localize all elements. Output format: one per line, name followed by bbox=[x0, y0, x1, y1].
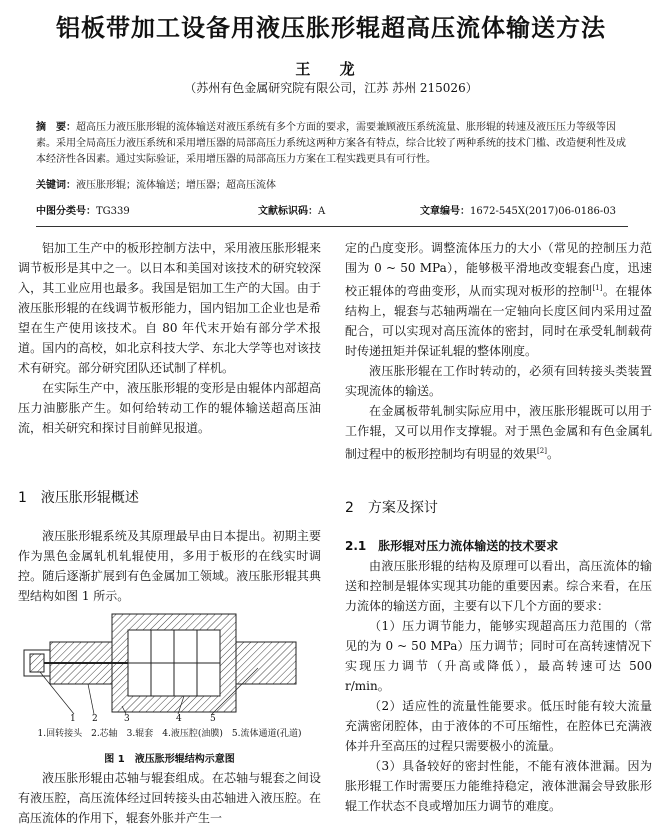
text-span: 。在辊体结构上，辊套与芯轴两端在一定轴向长度区间内采用过盈配合，可以实现对高压流体的密封，同时在承受轧制载荷时传递扭矩并保证轧辊的整体刚度。 bbox=[345, 284, 652, 358]
right-column-bottom bbox=[345, 556, 652, 816]
figure-label: 3 bbox=[124, 714, 130, 724]
art-value: 1672-545X(2017)06-0186-03 bbox=[470, 206, 616, 217]
paragraph: （1）压力调节能力，能够实现超高压力范围的（常见的为 0 ~ 50 MPa）压力调节；同时可在高转速情况下实现压力调节（升高或降低），最高转速可达 500 r/min。 bbox=[345, 619, 652, 693]
article-number bbox=[420, 202, 616, 217]
paragraph: 由液压胀形辊的结构及原理可以看出，高压流体的输送和控制是辊体实现其功能的重要因素。综合来看，在压力流体的输送方面，主要有以下几个方面的要求： bbox=[345, 559, 652, 613]
abstract bbox=[36, 120, 628, 168]
text-span: 定的凸度变形。调整流体压力的大小（常见的控制压力范围为 0 ~ 50 MPa），能够极平滑地改变辊套凸度，迅速校正辊体的弯曲变形，从而实现对板形的控制 bbox=[345, 241, 652, 298]
clc-label: 中图分类号： bbox=[36, 206, 96, 217]
right-column-top bbox=[345, 238, 652, 464]
figure-legend: 1.回转接头 2.芯轴 3.辊套 4.液压腔(油膜) 5.流体通道(孔道) bbox=[37, 729, 302, 739]
clc-number bbox=[36, 202, 130, 217]
figure-number: 图 1 bbox=[104, 754, 125, 765]
section-heading-2: 2 方案及探讨 bbox=[345, 500, 438, 516]
figure-label: 4 bbox=[176, 714, 182, 724]
text-span: 。 bbox=[546, 447, 559, 461]
abstract-text: 超高压力液压胀形辊的流体输送对液压系统有多个方面的要求，需要兼顾液压系统流量、胀形辊的转速及液压压力等级等因素。采用全局高压力液压系统和采用增压器的局部高压力系统这两种方案各有特点，综合比较了两种系统的技术门槛、改造便利性及成本经济性各因素。通过实际验证，采用增压器的局部高压力方案在工程实践更具有可行性。 bbox=[36, 122, 626, 165]
left-column-mid bbox=[18, 526, 321, 606]
subsection-heading: 2.1 胀形辊对压力流体输送的技术要求 bbox=[345, 539, 559, 553]
figure-caption bbox=[18, 750, 321, 765]
paragraph: 在实际生产中，液压胀形辊的变形是由辊体内部超高压力油膨胀产生。如何给转动工作的辊体输送超高压油流，相关研究和探讨目前鲜见报道。 bbox=[18, 381, 321, 435]
paragraph bbox=[345, 238, 652, 361]
paper-title: 铝板带加工设备用液压胀形辊超高压流体输送方法 bbox=[56, 14, 606, 42]
citation: [2] bbox=[537, 447, 547, 455]
left-column-top bbox=[18, 238, 321, 438]
keywords-label: 关键词： bbox=[36, 180, 76, 191]
clc-value: TG339 bbox=[96, 206, 130, 217]
art-label: 文章编号： bbox=[420, 206, 470, 217]
doc-label: 文献标识码： bbox=[258, 206, 318, 217]
author: 王 龙 bbox=[295, 60, 367, 78]
keywords bbox=[36, 176, 628, 191]
paragraph: 液压胀形辊系统及其原理最早由日本提出。初期主要作为黑色金属轧机轧辊使用，多用于板形的在线实时调控。随后逐渐扩展到有色金属加工领域。液压胀形辊其典型结构如图 1 所示。 bbox=[18, 529, 321, 603]
paragraph: （3）具备较好的密封性能，不能有液体泄漏。因为胀形辊工作时需要压力能维持稳定，液体泄漏会导致胀形辊工作状态不良或增加压力调节的难度。 bbox=[345, 759, 652, 813]
figure-label: 1 bbox=[70, 714, 76, 724]
divider bbox=[36, 226, 628, 227]
text-span: 在金属板带轧制实际应用中，液压胀形辊既可以用于工作辊，又可以用作支撑辊。对于黑色金属和有色金属轧制过程中的板形控制均有明显的效果 bbox=[345, 404, 652, 461]
affiliation: （苏州有色金属研究院有限公司，江苏 苏州 215026） bbox=[184, 81, 478, 95]
paragraph: 液压胀形辊在工作时转动的，必须有回转接头类装置实现流体的输送。 bbox=[345, 364, 652, 398]
paragraph: 铝加工生产中的板形控制方法中，采用液压胀形辊来调节板形是其中之一。以日本和美国对该技术的研究较深入，其工业应用也最多。我国是铝加工生产的大国。由于液压胀形辊的在线调节板形能力，国内铝加工企业也是希望在生产使用该技术。自 80 年代末开始有部分学术报道。国内的高校，如北京科技大学、东北大学等也对该技术有研究。部分研究团队还试制了样机。 bbox=[18, 241, 321, 375]
citation: [1] bbox=[592, 284, 603, 292]
figure-1 bbox=[18, 606, 321, 739]
paragraph: 液压胀形辊由芯轴与辊套组成。在芯轴与辊套之间设有液压腔，高压流体经过回转接头由芯轴进入液压腔。在高压流体的作用下，辊套外胀并产生一 bbox=[18, 771, 321, 825]
section-heading-1: 1 液压胀形辊概述 bbox=[18, 490, 139, 506]
figure-title: 液压胀形辊结构示意图 bbox=[134, 754, 235, 765]
roll-structure-diagram bbox=[18, 606, 321, 736]
paragraph: （2）适应性的流量性能要求。低压时能有较大流量充满密闭腔体，由于液体的不可压缩性，在腔体已充满液体并升至高压的过程只需要极小的流量。 bbox=[345, 699, 652, 753]
figure-label: 5 bbox=[210, 714, 216, 724]
figure-label: 2 bbox=[92, 714, 98, 724]
doc-value: A bbox=[318, 206, 326, 217]
paragraph bbox=[345, 401, 652, 464]
left-column-bottom bbox=[18, 768, 321, 828]
keywords-text: 液压胀形辊；流体输送；增压器；超高压流体 bbox=[76, 180, 276, 191]
right-shaft bbox=[236, 642, 296, 684]
abstract-label: 摘 要： bbox=[36, 122, 76, 133]
document-code bbox=[258, 202, 325, 217]
